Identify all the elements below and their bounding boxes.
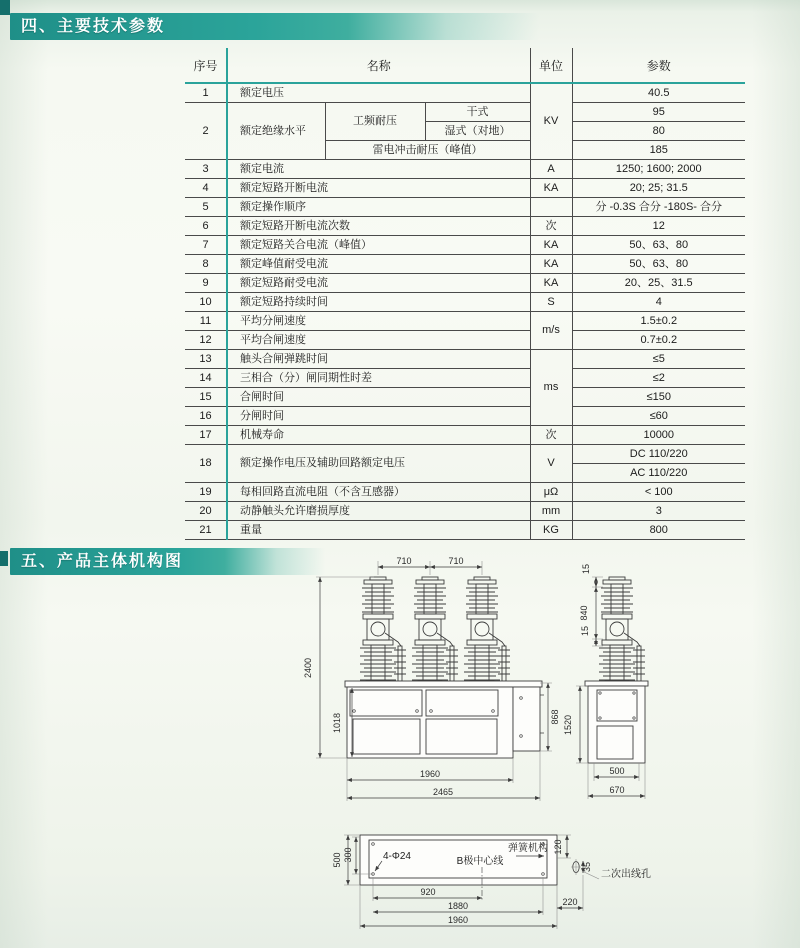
- row-no-cell: 15: [185, 388, 227, 407]
- dim-300: 300: [343, 847, 353, 863]
- table-row: [185, 407, 745, 426]
- dim-35: 35: [582, 861, 592, 873]
- row-param-cell: 分 -0.3S 合分 -180S- 合分: [572, 198, 745, 217]
- row-param-cell: 4: [572, 293, 745, 312]
- front-view: [303, 556, 560, 801]
- row-unit-cell: V: [530, 445, 572, 483]
- row-name-cell: 机械寿命: [227, 426, 530, 445]
- row-no-cell: 2: [185, 103, 227, 160]
- row-unit-cell: A: [530, 160, 572, 179]
- dim-840: 840: [579, 605, 589, 621]
- row-subname-cell: 湿式（对地）: [425, 122, 530, 141]
- col-header-param: 参数: [572, 48, 745, 83]
- table-row: [185, 312, 745, 331]
- row-unit-cell: S: [530, 293, 572, 312]
- front-cabinet: [345, 681, 542, 758]
- dim-710-left: 710: [396, 556, 412, 566]
- plan-view: [332, 835, 651, 929]
- b-pole-centerline-label: B极中心线: [456, 856, 504, 867]
- dim-220: 220: [562, 897, 578, 907]
- row-unit-cell: KA: [530, 255, 572, 274]
- dim-120: 120: [553, 839, 563, 855]
- table-row: [185, 83, 745, 103]
- row-unit-cell: KA: [530, 236, 572, 255]
- table-row: [185, 502, 745, 521]
- row-unit-cell: KA: [530, 274, 572, 293]
- section-4-banner: [10, 13, 555, 40]
- table-row: [185, 236, 745, 255]
- row-no-cell: 12: [185, 331, 227, 350]
- table-row: [185, 255, 745, 274]
- row-name-cell: 额定短路开断电流: [227, 179, 530, 198]
- row-name-cell: 重量: [227, 521, 530, 540]
- dim-1018: 1018: [332, 712, 342, 734]
- row-no-cell: 8: [185, 255, 227, 274]
- row-no-cell: 3: [185, 160, 227, 179]
- row-param-cell: DC 110/220: [572, 445, 745, 464]
- row-param-cell: 50、63、80: [572, 236, 745, 255]
- dim-1960-plan: 1960: [447, 915, 469, 925]
- page-corner-mark: [0, 0, 10, 15]
- section-4-title: 四、主要技术参数: [21, 18, 166, 35]
- table-row: [185, 331, 745, 350]
- row-unit-cell: 次: [530, 217, 572, 236]
- dim-2465: 2465: [432, 787, 454, 797]
- row-unit-cell: [530, 198, 572, 217]
- col-header-name: 名称: [227, 48, 530, 83]
- row-name-cell: 额定操作电压及辅助回路额定电压: [227, 445, 530, 483]
- row-name-cell: 额定短路关合电流（峰值）: [227, 236, 530, 255]
- row-no-cell: 10: [185, 293, 227, 312]
- table-row: [185, 198, 745, 217]
- holes-label: 4-Φ24: [383, 851, 411, 862]
- dim-1880: 1880: [447, 901, 469, 911]
- row-no-cell: 5: [185, 198, 227, 217]
- row-name-cell: 平均分闸速度: [227, 312, 530, 331]
- row-param-cell: 0.7±0.2: [572, 331, 745, 350]
- row-no-cell: 7: [185, 236, 227, 255]
- row-no-cell: 16: [185, 407, 227, 426]
- spring-mechanism-label: 弹簧机构: [508, 843, 548, 854]
- table-row: [185, 483, 745, 502]
- table-row: [185, 426, 745, 445]
- dim-868: 868: [550, 709, 560, 725]
- row-name-cell: 额定短路持续时间: [227, 293, 530, 312]
- row-unit-cell: KV: [530, 83, 572, 160]
- row-param-cell: 20; 25; 31.5: [572, 179, 745, 198]
- row-name-cell: 额定电压: [227, 83, 530, 103]
- row-no-cell: 13: [185, 350, 227, 369]
- table-row: [185, 388, 745, 407]
- dim-710-right: 710: [448, 556, 464, 566]
- row-name-cell: 额定电流: [227, 160, 530, 179]
- side-view: [563, 564, 648, 799]
- table-row: [185, 445, 745, 464]
- pole-insulator-c: [464, 577, 510, 683]
- table-row: [185, 274, 745, 293]
- row-param-cell: 12: [572, 217, 745, 236]
- table-row: [185, 217, 745, 236]
- row-param-cell: 50、63、80: [572, 255, 745, 274]
- dim-920: 920: [420, 887, 436, 897]
- row-no-cell: 1: [185, 83, 227, 103]
- row-unit-cell: mm: [530, 502, 572, 521]
- row-name-cell: 额定短路开断电流次数: [227, 217, 530, 236]
- row-no-cell: 17: [185, 426, 227, 445]
- row-no-cell: 4: [185, 179, 227, 198]
- row-unit-cell: KA: [530, 179, 572, 198]
- side-cabinet: [585, 681, 648, 763]
- row-param-cell: ≤5: [572, 350, 745, 369]
- dim-500-side: 500: [609, 766, 625, 776]
- table-row: [185, 521, 745, 540]
- row-param-cell: AC 110/220: [572, 464, 745, 483]
- dim-15-top: 15: [581, 563, 591, 575]
- row-param-cell: 1.5±0.2: [572, 312, 745, 331]
- row-subname-cell: 雷电冲击耐压（峰值）: [325, 141, 530, 160]
- table-row: [185, 369, 745, 388]
- row-unit-cell: μΩ: [530, 483, 572, 502]
- row-no-cell: 14: [185, 369, 227, 388]
- col-header-no: 序号: [185, 48, 227, 83]
- row-name-cell: 分闸时间: [227, 407, 530, 426]
- dim-15-mid: 15: [580, 625, 590, 637]
- row-param-cell: 95: [572, 103, 745, 122]
- row-name-cell: 额定短路耐受电流: [227, 274, 530, 293]
- dim-1520: 1520: [563, 714, 573, 736]
- row-no-cell: 21: [185, 521, 227, 540]
- row-param-cell: ≤60: [572, 407, 745, 426]
- row-unit-cell: KG: [530, 521, 572, 540]
- dim-670: 670: [609, 785, 625, 795]
- row-name-cell: 额定绝缘水平: [227, 103, 325, 160]
- section-5-title: 五、产品主体机构图: [21, 553, 184, 570]
- row-param-cell: 800: [572, 521, 745, 540]
- row-name-cell: 合闸时间: [227, 388, 530, 407]
- row-no-cell: 6: [185, 217, 227, 236]
- page-corner-mark-2: [0, 551, 8, 566]
- row-param-cell: 1250; 1600; 2000: [572, 160, 745, 179]
- table-row: [185, 293, 745, 312]
- pole-insulator-a: [360, 577, 406, 683]
- row-no-cell: 18: [185, 445, 227, 483]
- row-name-cell: 额定操作顺序: [227, 198, 530, 217]
- front-dimensions: [303, 556, 560, 801]
- row-param-cell: 185: [572, 141, 745, 160]
- row-param-cell: 20、25、31.5: [572, 274, 745, 293]
- row-unit-cell: ms: [530, 350, 572, 426]
- row-name-cell: 动静触头允许磨损厚度: [227, 502, 530, 521]
- row-param-cell: 40.5: [572, 83, 745, 103]
- row-param-cell: ≤2: [572, 369, 745, 388]
- col-header-unit: 单位: [530, 48, 572, 83]
- row-name-cell: 平均合闸速度: [227, 331, 530, 350]
- table-row: [185, 350, 745, 369]
- pole-insulator-side: [599, 577, 645, 683]
- row-no-cell: 11: [185, 312, 227, 331]
- dim-1960-front: 1960: [419, 769, 441, 779]
- row-no-cell: 20: [185, 502, 227, 521]
- dim-2400: 2400: [303, 657, 313, 679]
- row-param-cell: < 100: [572, 483, 745, 502]
- secondary-outlet-label: 二次出线孔: [601, 869, 651, 880]
- row-name-cell: 触头合闸弹跳时间: [227, 350, 530, 369]
- table-header-row: [185, 48, 745, 83]
- section-5-banner: [10, 548, 335, 575]
- row-subname-cell: 干式: [425, 103, 530, 122]
- row-unit-cell: 次: [530, 426, 572, 445]
- row-no-cell: 9: [185, 274, 227, 293]
- row-name-cell: 每相回路直流电阻（不含互感器）: [227, 483, 530, 502]
- tech-params-table: [185, 48, 745, 540]
- row-param-cell: 80: [572, 122, 745, 141]
- row-unit-cell: m/s: [530, 312, 572, 350]
- table-row: [185, 160, 745, 179]
- row-name-cell: 额定峰值耐受电流: [227, 255, 530, 274]
- row-param-cell: 3: [572, 502, 745, 521]
- row-name-cell: 三相合（分）闸同期性时差: [227, 369, 530, 388]
- dim-500-plan: 500: [332, 852, 342, 868]
- row-no-cell: 19: [185, 483, 227, 502]
- row-subname-cell: 工频耐压: [325, 103, 425, 141]
- table-row: [185, 179, 745, 198]
- row-param-cell: 10000: [572, 426, 745, 445]
- pole-insulator-b: [412, 577, 458, 683]
- structure-drawing: [290, 555, 800, 948]
- row-param-cell: ≤150: [572, 388, 745, 407]
- table-row: [185, 103, 745, 122]
